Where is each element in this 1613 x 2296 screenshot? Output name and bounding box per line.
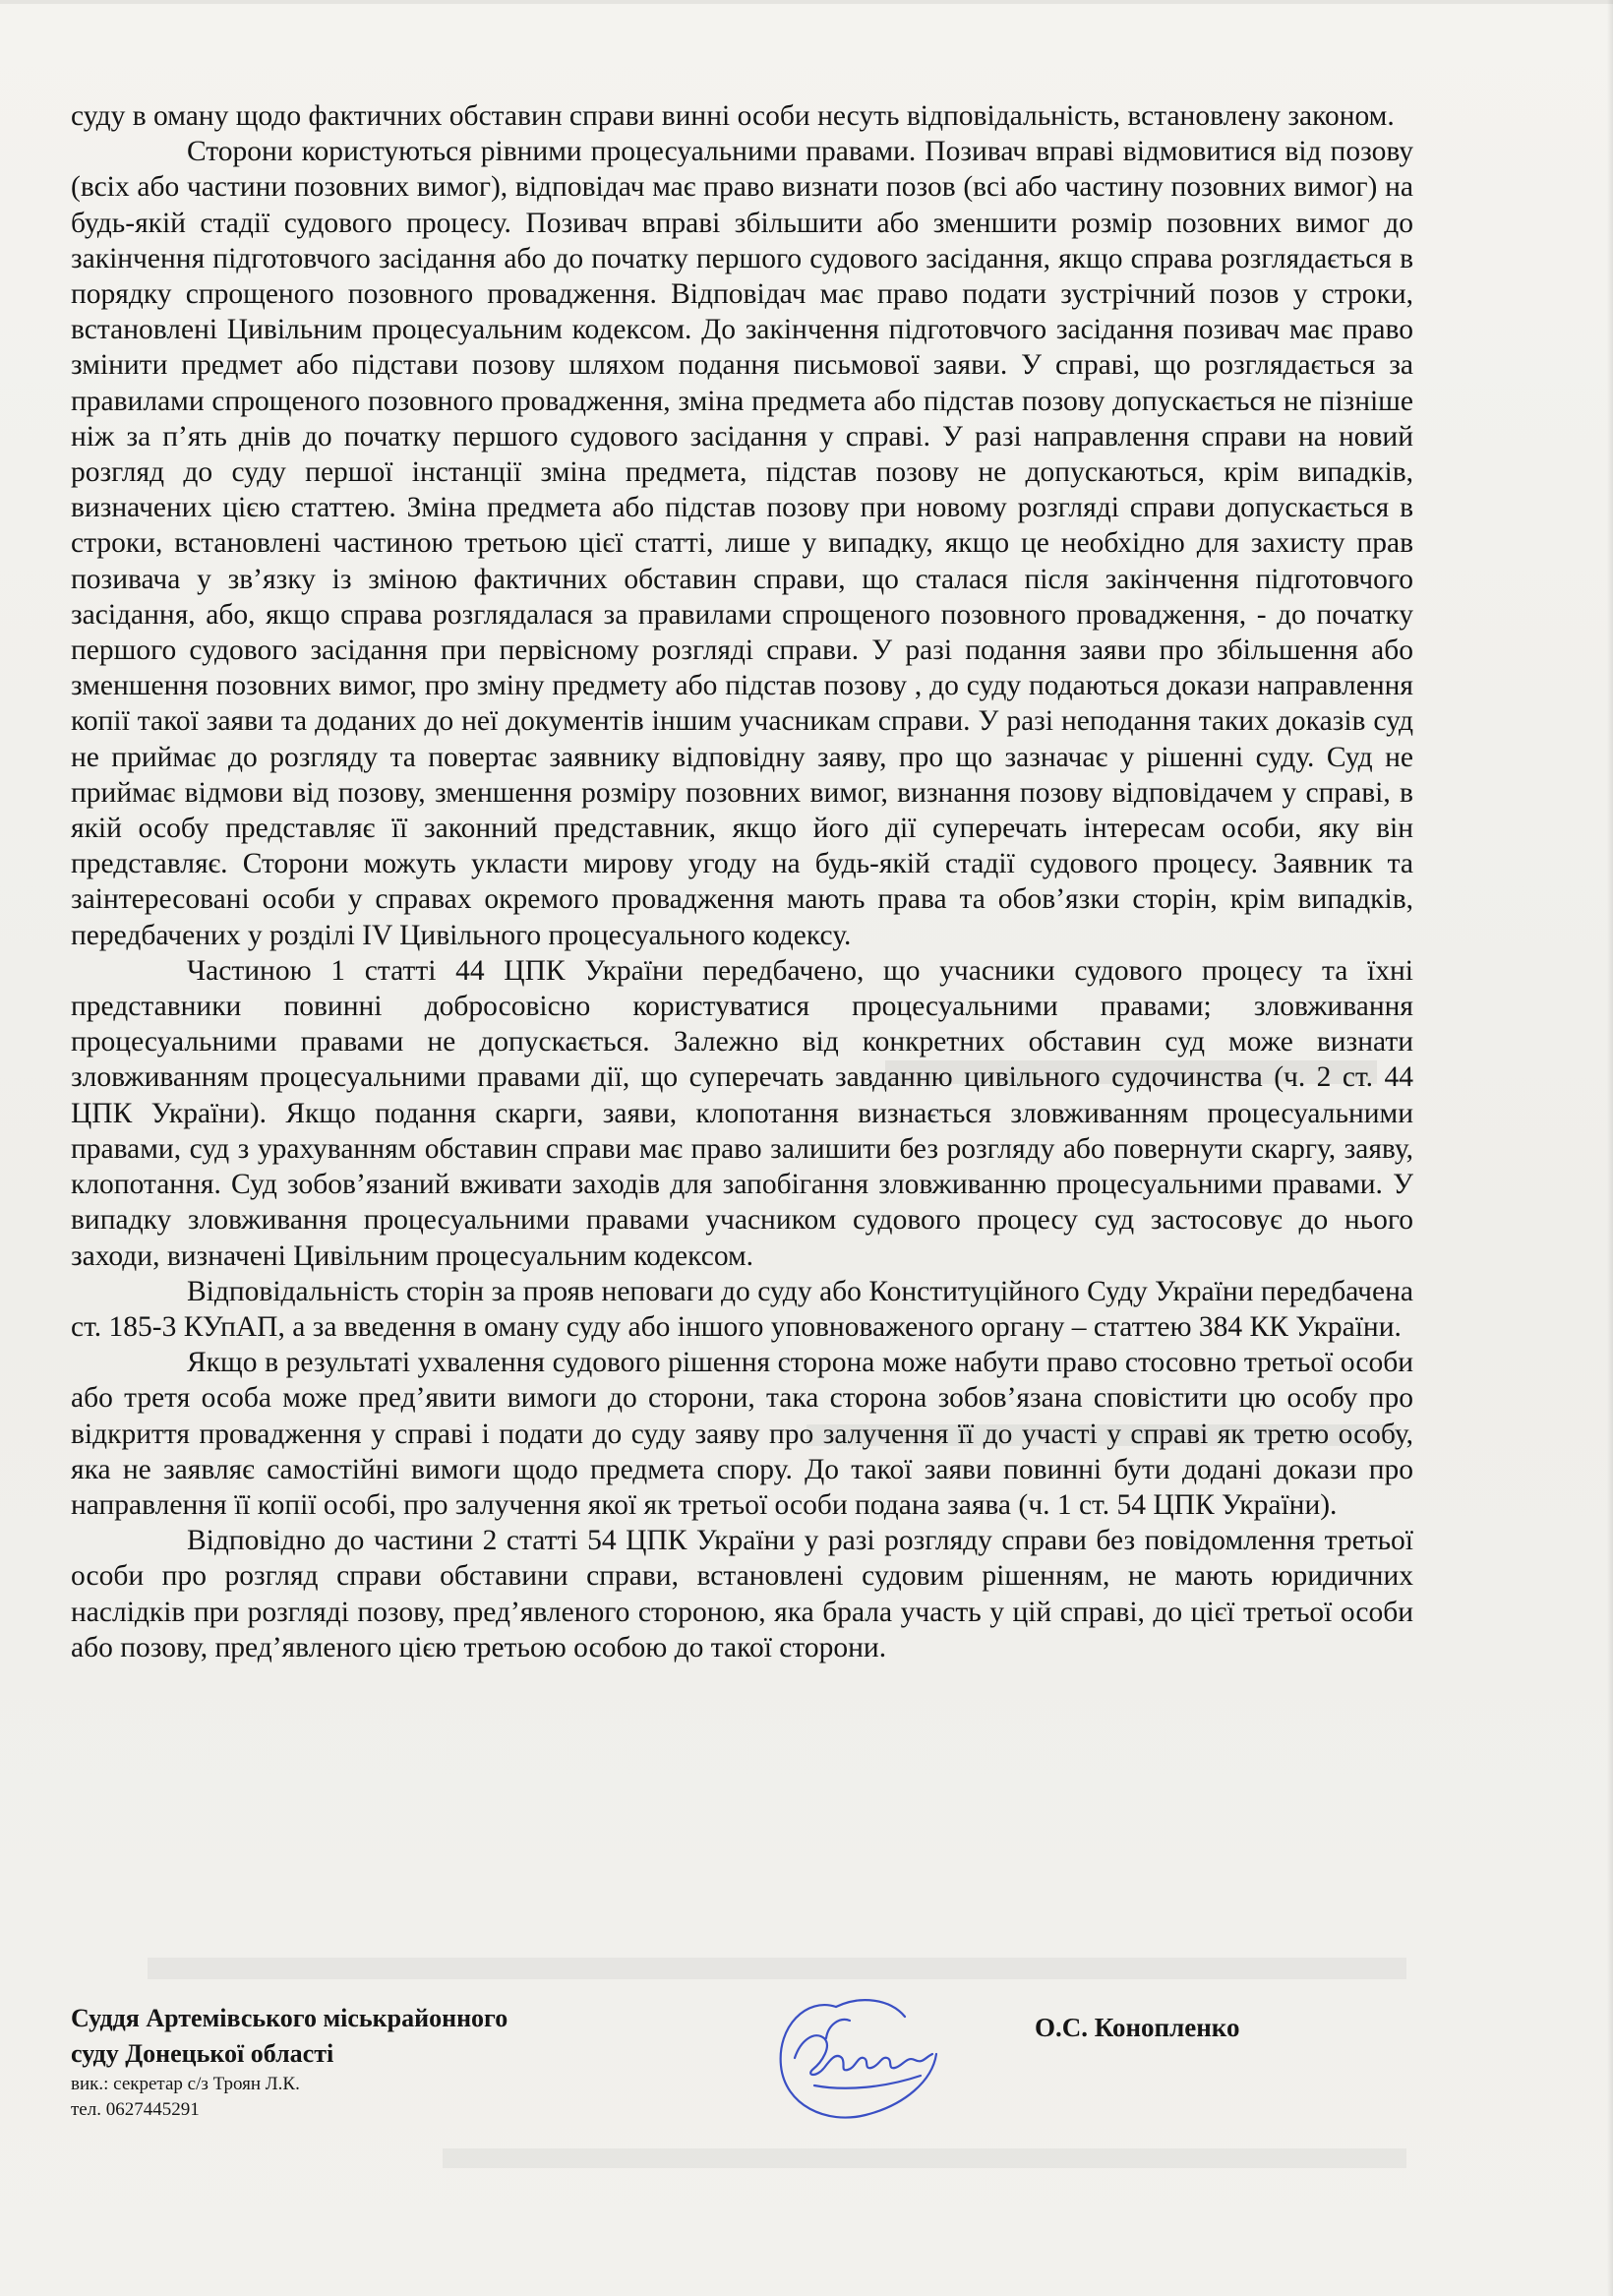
paragraph-third-party-consequences: Відповідно до частини 2 статті 54 ЦПК України у разі розгляду справи без повідомлення третьої особи про розгляд справи обставини справи, встановлені судовим рішенням, не мають юридичних наслідків при розгляді позову, пред’явленого стороною, яка брала участь у цій справі, до цієї третьої особи або позову, пред’явленого цією третьою особою до такої сторони. [71, 1525, 1413, 1663]
paragraph-continuation: суду в оману щодо фактичних обставин справи винні особи несуть відповідальність, встановлену законом. [71, 100, 1395, 132]
scan-edge-right [1607, 0, 1613, 2296]
paragraph-abuse-of-rights: Частиною 1 статті 44 ЦПК України передбачено, що учасники судового процесу та їхні представники повинні добросовісно користуватися процесуальними правами; зловживання процесуальними правами не допускається. Залежно від конкретних обставин суд може визнати зловживанням процесуальними правами дії, що суперечать завданню цивільного судочинства (ч. 2 ст. 44 ЦПК України). Якщо подання скарги, заяви, клопотання визнається зловживанням процесуальними правами, суд з урахуванням обставин справи має право залишити без розгляду або повернути скаргу, заяву, клопотання. Суд зобов’язаний вживати заходів для запобігання зловживанню процесуальними правами. У випадку зловживання процесуальними правами учасником судового процесу суд застосовує до нього заходи, визначені Цивільним процесуальним кодексом. [71, 954, 1413, 1272]
court-name-line-2: суду Донецької області [71, 2039, 334, 2068]
document-body [71, 98, 1413, 1665]
paragraph-liability: Відповідальність сторін за прояв неповаги до суду або Конституційного Суду України передбачена ст. 185-3 КУпАП, а за введення в оману суду або іншого уповноваженого органу – статтею 384 КК України. [71, 1275, 1413, 1343]
paragraph-party-rights: Сторони користуються рівними процесуальними правами. Позивач вправі відмовитися від позову (всіх або частини позовних вимог), відповідач має право визнати позов (всі або частину позовних вимог) на будь-якій стадії судового процесу. Позивач вправі збільшити або зменшити розмір позовних вимог до закінчення підготовчого засідання або до початку першого судового засідання, якщо справа розглядається в порядку спрощеного позовного провадження. Відповідач має право подати зустрічний позов у строки, встановлені Цивільним процесуальним кодексом. До закінчення підготовчого засідання позивач має право змінити предмет або підстави позову шляхом подання письмової заяви. У справі, що розглядається за правилами спрощеного позовного провадження, зміна предмета або підстав позову допускається не пізніше ніж за п’ять днів до початку першого судового засідання у справі. У разі направлення справи на новий розгляд до суду першої інстанції зміна предмета, підстав позову не допускаються, крім випадків, визначених цією статтею. Зміна предмета або підстав позову при новому розгляді справи допускається в строки, встановлені частиною третьою цієї статті, лише у випадку, якщо це необхідно для захисту прав позивача у зв’язку із зміною фактичних обставин справи, що сталася після закінчення підготовчого засідання, або, якщо справа розглядалася за правилами спрощеного позовного провадження, - до початку першого судового засідання при первісному розгляді справи. У разі подання заяви про збільшення або зменшення позовних вимог, про зміну предмету або підстав позову , до суду подаються докази направлення копії такої заяви та доданих до неї документів іншим учасникам справи. У разі неподання таких доказів суд не приймає до розгляду та повертає заявнику відповідну заяву, про що зазначає у рішенні суду. Суд не приймає відмови від позову, зменшення розміру позовних вимог, визнання позову відповідачем у справі, в якій особу представляє її законний представник, якщо його дії суперечать інтересам особи, яку він представляє. Сторони можуть укласти мирову угоду на будь-якій стадії судового процесу. Заявник та заінтересовані особи у справах окремого провадження мають права та обов’язки сторін, крім випадків, передбачених у розділі IV Цивільного процесуального кодексу. [71, 136, 1413, 951]
court-signature-block [71, 2001, 779, 2123]
scan-edge-top [0, 0, 1613, 4]
bleed-through-shadow [443, 2148, 1406, 2168]
executor-line: вик.: секретар с/з Троян Л.К. [71, 2074, 300, 2094]
bleed-through-shadow [148, 1958, 1406, 1979]
phone-line: тел. 0627445291 [71, 2099, 200, 2120]
paragraph-third-party: Якщо в результаті ухвалення судового рішення сторона може набути право стосовно третьої особи або третя особа може пред’явити вимоги до сторони, така сторона зобов’язана сповістити цю особу про відкриття провадження у справі і подати до суду заяву про залучення її до участі у справі як третю особу, яка не заявляє самостійні вимоги щодо предмета спору. До такої заяви повинні бути додані докази про направлення її копії особі, про залучення якої як третьої особи подана заява (ч. 1 ст. 54 ЦПК України). [71, 1347, 1413, 1521]
signature-icon [767, 1977, 954, 2135]
judge-name: О.С. Конопленко [1035, 2013, 1240, 2042]
court-name-line-1: Суддя Артемівського міськрайонного [71, 2004, 508, 2032]
